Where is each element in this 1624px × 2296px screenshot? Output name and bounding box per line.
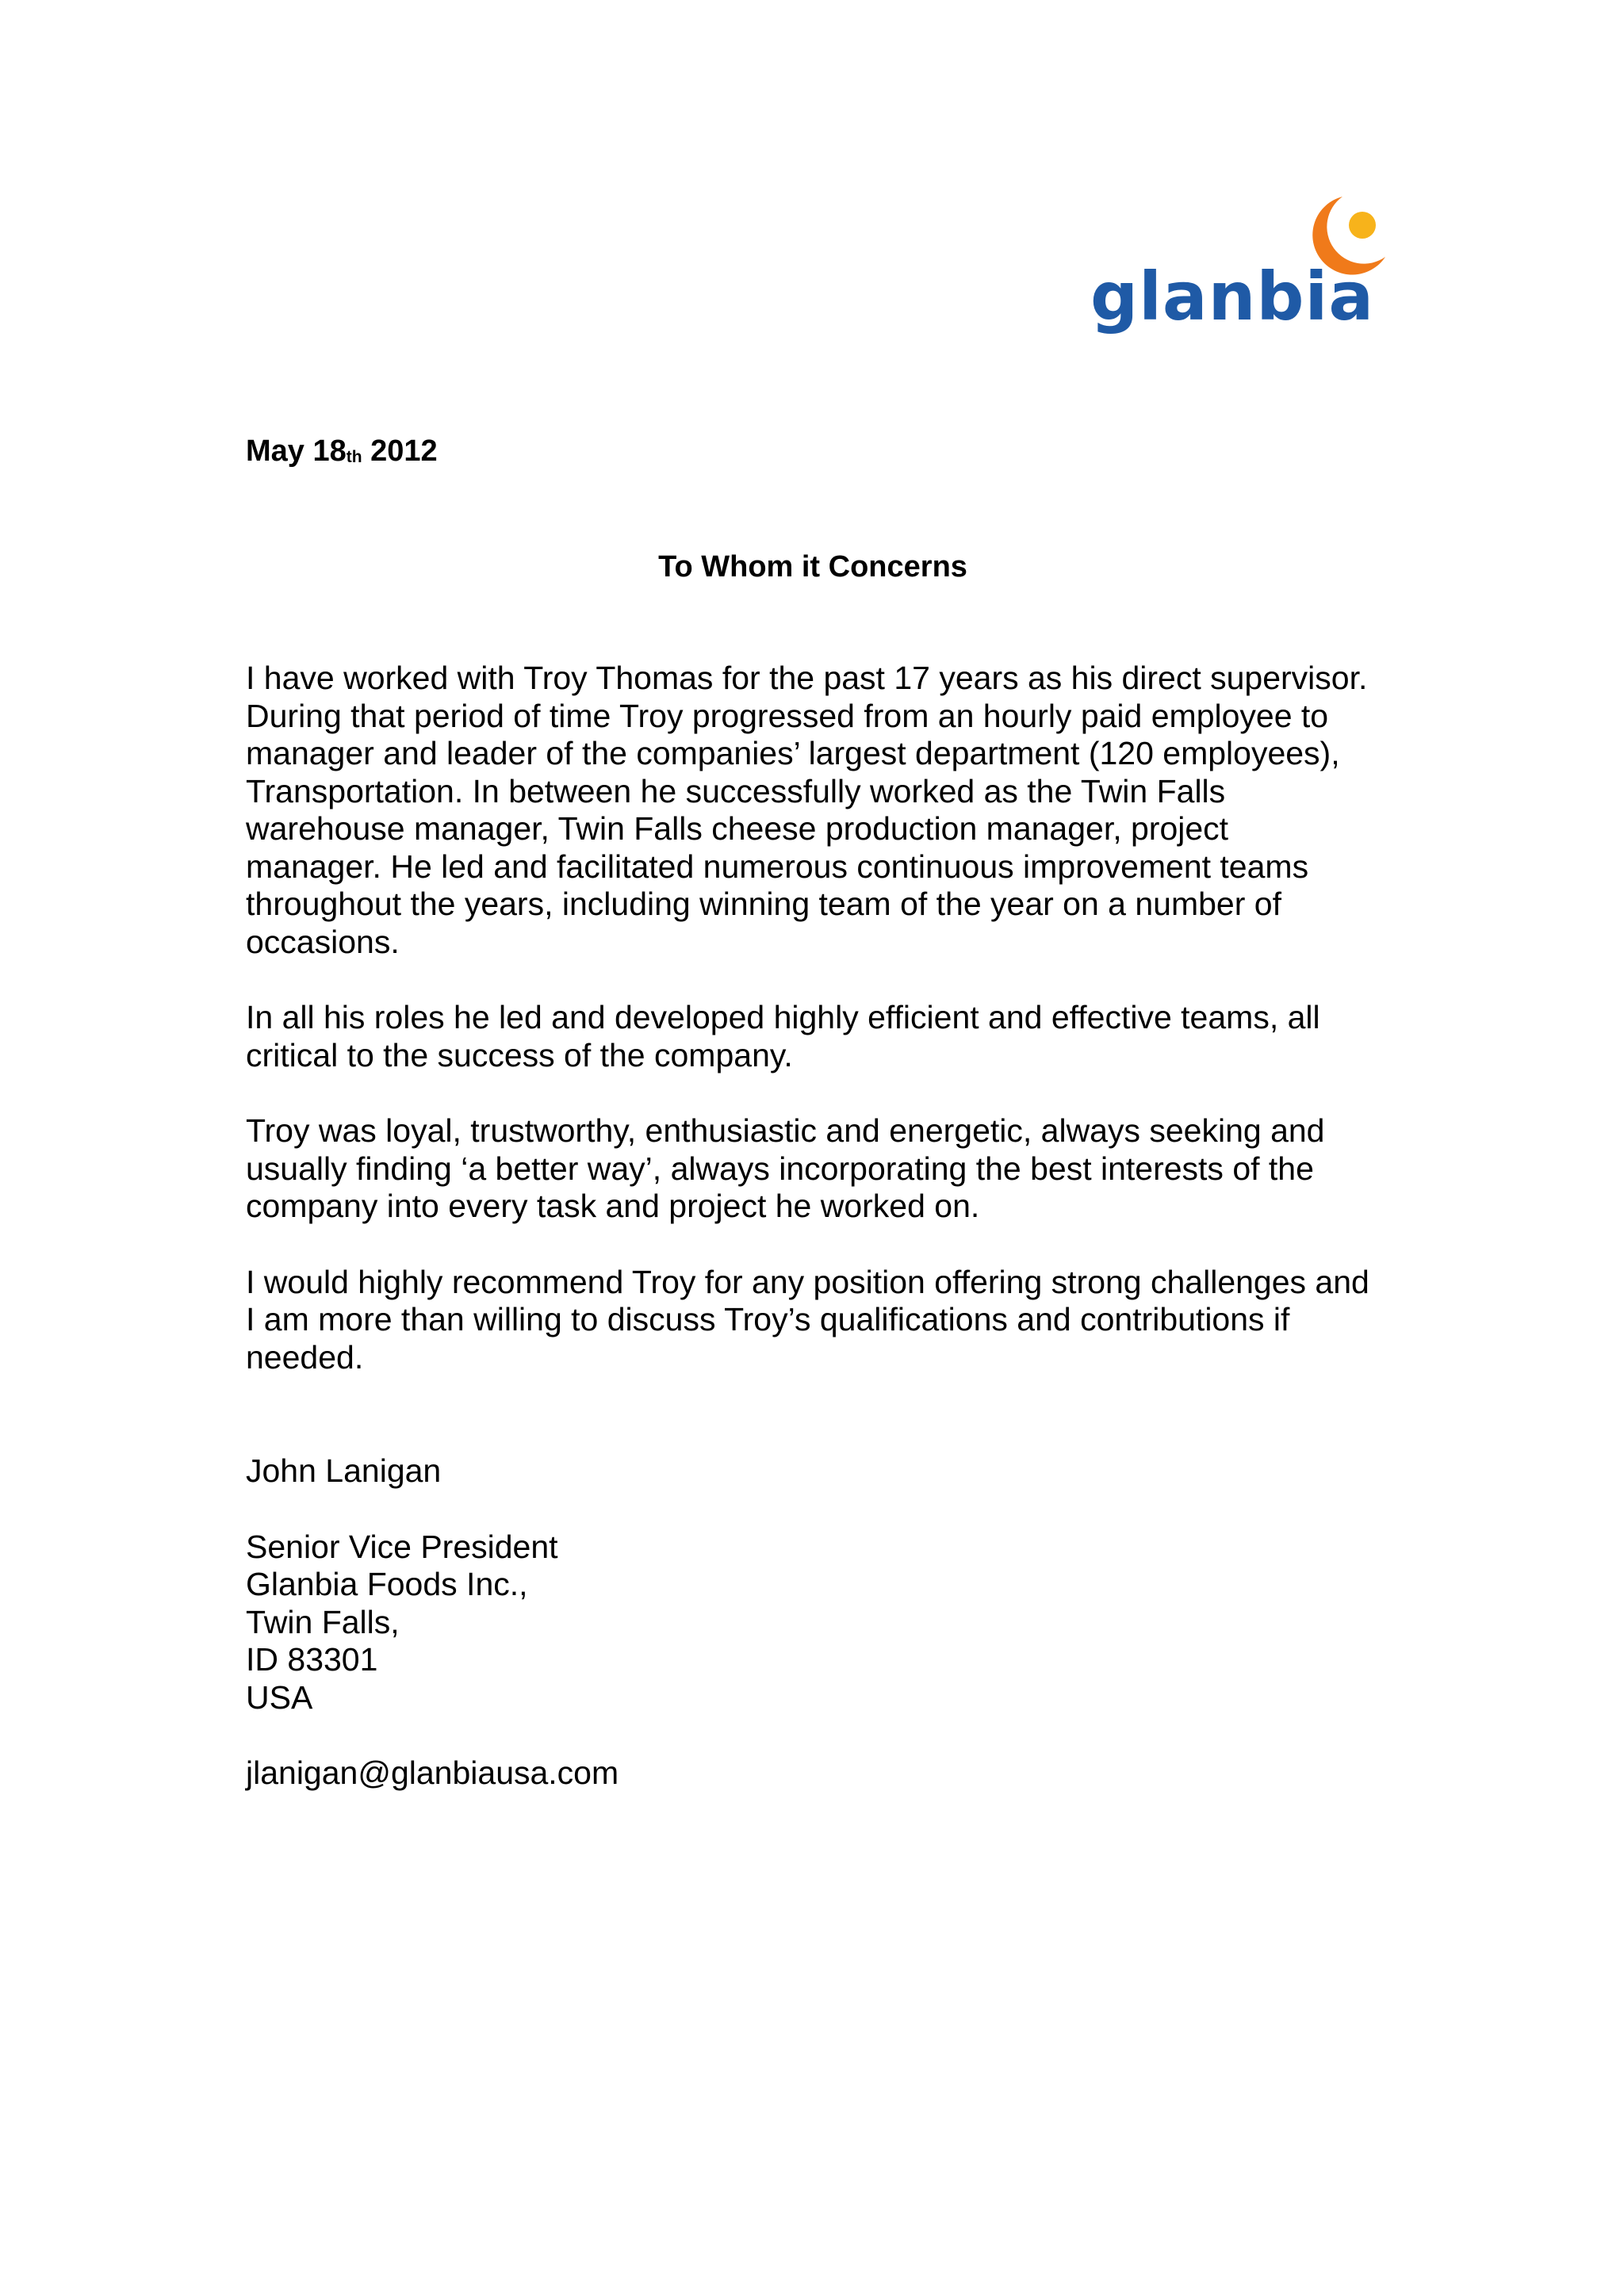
signer-email: jlanigan@glanbiausa.com xyxy=(246,1755,619,1791)
logo-wordmark: glanbia xyxy=(1090,258,1375,335)
body-paragraph-4: I would highly recommend Troy for any position offering strong challenges and I am more than willing to discuss Troy’s qualifications and contributions if needed. xyxy=(246,1263,1369,1376)
signer-title-address: Senior Vice President Glanbia Foods Inc., Twin Falls, ID 83301 USA xyxy=(246,1528,558,1716)
body-paragraph-1: I have worked with Troy Thomas for the past 17 years as his direct supervisor. During that period of time Troy progressed from an hourly paid employee to manager and leader of the companies’ largest department (120 employees), Transportation. In between he successfully worked as the Twin Falls warehouse manager, Twin Falls cheese production manager, project manager. He led and facilitated numerous continuous improvement teams throughout the years, including winning team of the year on a number of occasions. xyxy=(246,660,1368,960)
signer-name: John Lanigan xyxy=(246,1452,442,1489)
date-ordinal-suffix: th xyxy=(346,448,362,466)
body-paragraph-2: In all his roles he led and developed highly efficient and effective teams, all critical to the success of the company. xyxy=(246,999,1320,1073)
letter-salutation-heading: To Whom it Concerns xyxy=(658,550,967,584)
letter-body xyxy=(246,428,1396,1793)
body-paragraph-3: Troy was loyal, trustworthy, enthusiastic and energetic, always seeking and usually finding ‘a better way’, always incorporating the best interests of the company into every task and project he worked on. xyxy=(246,1112,1325,1224)
date-prefix: May 18 xyxy=(246,434,347,468)
company-logo xyxy=(1090,190,1392,349)
date-year: 2012 xyxy=(362,434,438,468)
letter-date xyxy=(246,428,1396,479)
